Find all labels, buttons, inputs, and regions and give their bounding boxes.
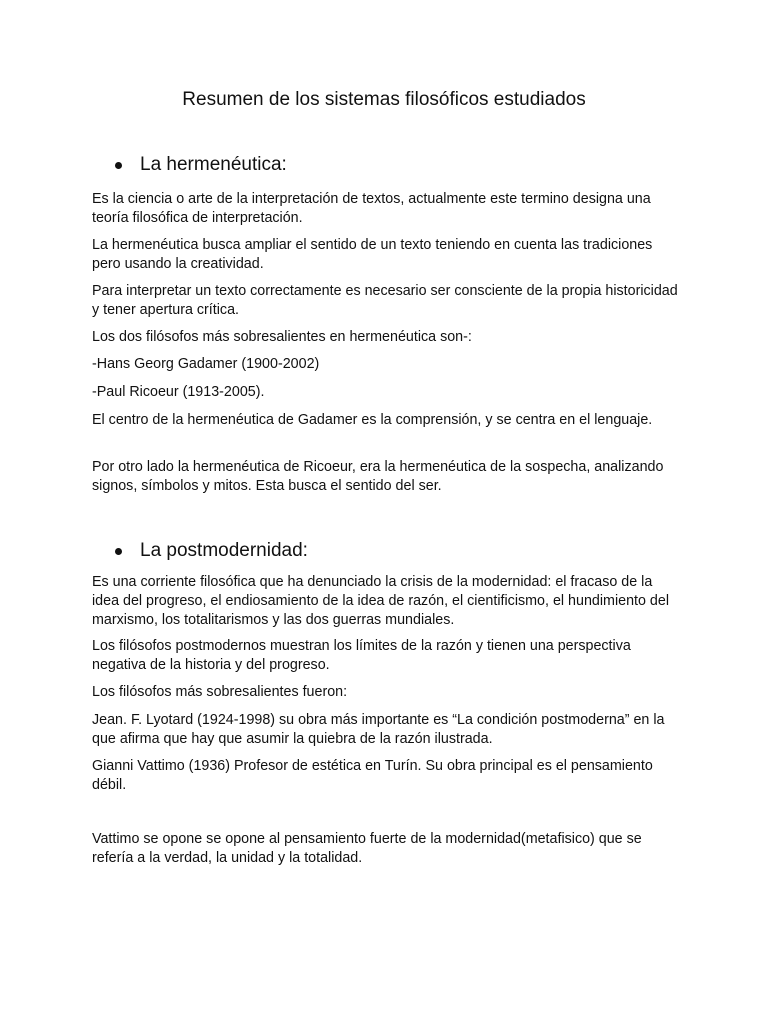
paragraph: La hermenéutica busca ampliar el sentido de un texto teniendo en cuenta las tradiciones pero usando la creatividad. <box>92 237 653 272</box>
section-heading-postmodernidad <box>115 539 308 563</box>
paragraph: Los dos filósofos más sobresalientes en hermenéutica son-: <box>92 329 472 345</box>
paragraph: Por otro lado la hermenéutica de Ricoeur, era la hermenéutica de la sospecha, analizando signos, símbolos y mitos. Esta busca el sentido del ser. <box>92 459 664 494</box>
paragraph: Los filósofos más sobresalientes fueron: <box>92 684 348 700</box>
paragraph: Es una corriente filosófica que ha denunciado la crisis de la modernidad: el fracaso de la idea del progreso, el endiosamiento de la idea de razón, el cientificismo, el hundimiento del marxismo, los totalitarismos y las dos guerras mundiales. <box>92 574 669 628</box>
paragraph: Los filósofos postmodernos muestran los límites de la razón y tienen una perspectiva negativa de la historia y del progreso. <box>92 638 631 673</box>
page-title: Resumen de los sistemas filosóficos estudiados <box>182 89 586 110</box>
paragraph: Gianni Vattimo (1936) Profesor de estética en Turín. Su obra principal es el pensamiento débil. <box>92 758 653 793</box>
paragraph: Para interpretar un texto correctamente es necesario ser consciente de la propia historicidad y tener apertura crítica. <box>92 283 678 318</box>
section-heading-label: La postmodernidad: <box>140 540 308 561</box>
bullet-icon <box>115 162 122 169</box>
paragraph: Jean. F. Lyotard (1924-1998) su obra más importante es “La condición postmoderna” en la que afirma que hay que asumir la quiebra de la razón ilustrada. <box>92 712 665 747</box>
bullet-icon <box>115 548 122 555</box>
paragraph: Es la ciencia o arte de la interpretación de textos, actualmente este termino designa una teoría filosófica de interpretación. <box>92 191 651 226</box>
paragraph: El centro de la hermenéutica de Gadamer es la comprensión, y se centra en el lenguaje. <box>92 412 653 428</box>
paragraph: -Paul Ricoeur (1913-2005). <box>92 384 265 400</box>
section-heading-label: La hermenéutica: <box>140 154 287 175</box>
paragraph: -Hans Georg Gadamer (1900-2002) <box>92 356 320 372</box>
paragraph: Vattimo se opone se opone al pensamiento fuerte de la modernidad(metafisico) que se refería a la verdad, la unidad y la totalidad. <box>92 831 642 866</box>
section-heading-hermeneutica <box>115 153 287 177</box>
